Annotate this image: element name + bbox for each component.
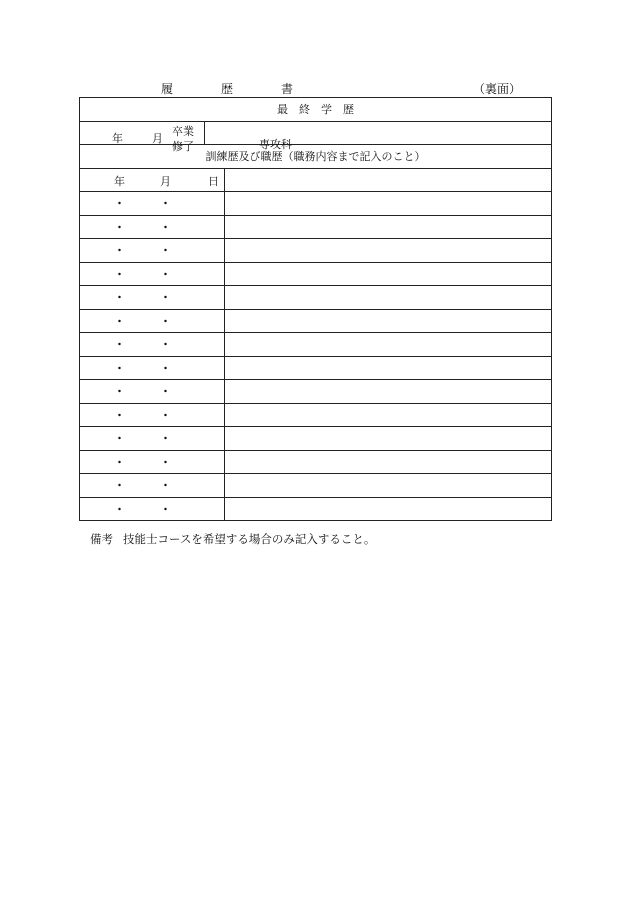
date-separator-dot: ・ <box>160 291 171 304</box>
date-separator-dot: ・ <box>160 408 171 422</box>
date-separator-dot: ・ <box>160 338 171 351</box>
career-content-cell[interactable] <box>225 239 552 263</box>
education-header: 最 終 学 歴 <box>80 98 552 122</box>
career-date-cell[interactable] <box>80 403 225 427</box>
education-month-label: 月 <box>152 131 163 145</box>
title-char-2: 歴 <box>221 82 234 96</box>
career-date-cell[interactable] <box>80 215 225 239</box>
career-content-cell[interactable] <box>225 356 552 380</box>
career-date-cell[interactable] <box>80 497 225 521</box>
career-content-cell[interactable] <box>225 309 552 333</box>
title-row <box>79 80 551 98</box>
career-row <box>80 380 552 404</box>
education-date-cell[interactable] <box>80 121 205 153</box>
career-row <box>80 309 552 333</box>
date-separator-dot: ・ <box>114 197 125 210</box>
date-separator-dot: ・ <box>114 267 125 281</box>
career-row <box>80 262 552 286</box>
career-date-cell[interactable] <box>80 262 225 286</box>
career-col-month: 月 <box>160 174 171 188</box>
date-separator-dot: ・ <box>114 220 125 234</box>
career-row <box>80 403 552 427</box>
education-status-complete: 修了 <box>172 139 194 153</box>
date-separator-dot: ・ <box>114 338 125 351</box>
date-separator-dot: ・ <box>160 385 171 398</box>
career-date-cell[interactable] <box>80 239 225 263</box>
date-separator-dot: ・ <box>114 291 125 304</box>
education-department-label: 専攻科 <box>259 137 292 151</box>
education-year-label: 年 <box>112 131 123 145</box>
career-row <box>80 427 552 451</box>
career-row <box>80 450 552 474</box>
career-row <box>80 192 552 216</box>
date-separator-dot: ・ <box>114 385 125 398</box>
career-date-cell[interactable] <box>80 450 225 474</box>
career-content-cell[interactable] <box>225 262 552 286</box>
career-date-header <box>80 168 225 192</box>
education-school-cell[interactable] <box>205 121 552 151</box>
career-date-cell[interactable] <box>80 474 225 498</box>
career-date-cell[interactable] <box>80 309 225 333</box>
career-row <box>80 474 552 498</box>
career-content-cell[interactable] <box>225 403 552 427</box>
career-row <box>80 215 552 239</box>
career-row <box>80 239 552 263</box>
education-status-graduate: 卒業 <box>172 124 194 138</box>
career-date-cell[interactable] <box>80 427 225 451</box>
career-content-cell[interactable] <box>225 333 552 357</box>
career-content-cell[interactable] <box>225 450 552 474</box>
career-content-cell[interactable] <box>225 192 552 216</box>
title-side-label: （裏面） <box>472 82 521 96</box>
date-separator-dot: ・ <box>114 408 125 422</box>
career-content-cell[interactable] <box>225 215 552 239</box>
career-content-cell[interactable] <box>225 286 552 310</box>
career-row <box>80 356 552 380</box>
note <box>90 531 375 547</box>
date-separator-dot: ・ <box>160 197 171 210</box>
career-date-cell[interactable] <box>80 192 225 216</box>
career-date-cell[interactable] <box>80 333 225 357</box>
title-char-3: 書 <box>281 82 294 96</box>
career-date-cell[interactable] <box>80 356 225 380</box>
date-separator-dot: ・ <box>160 314 171 328</box>
date-separator-dot: ・ <box>114 314 125 328</box>
date-separator-dot: ・ <box>160 455 171 469</box>
date-separator-dot: ・ <box>114 502 125 516</box>
career-rows <box>80 192 552 521</box>
title-char-1: 履 <box>161 82 174 96</box>
career-row <box>80 497 552 521</box>
date-separator-dot: ・ <box>114 361 125 375</box>
date-separator-dot: ・ <box>114 244 125 257</box>
date-separator-dot: ・ <box>114 455 125 469</box>
date-separator-dot: ・ <box>160 267 171 281</box>
date-separator-dot: ・ <box>160 220 171 234</box>
career-content-header <box>225 168 552 192</box>
date-separator-dot: ・ <box>160 432 171 445</box>
career-date-cell[interactable] <box>80 286 225 310</box>
date-separator-dot: ・ <box>160 502 171 516</box>
date-separator-dot: ・ <box>160 244 171 257</box>
date-separator-dot: ・ <box>114 432 125 445</box>
date-separator-dot: ・ <box>160 361 171 375</box>
resume-table <box>79 97 552 521</box>
career-content-cell[interactable] <box>225 474 552 498</box>
note-text: 技能士コースを希望する場合のみ記入すること。 <box>123 532 376 546</box>
note-label: 備考 <box>90 532 113 546</box>
career-row <box>80 333 552 357</box>
date-separator-dot: ・ <box>160 479 171 492</box>
career-row <box>80 286 552 310</box>
career-date-cell[interactable] <box>80 380 225 404</box>
career-content-cell[interactable] <box>225 497 552 521</box>
career-header: 訓練歴及び職歴（職務内容まで記入のこと） <box>80 145 552 169</box>
career-col-year: 年 <box>114 174 125 188</box>
career-content-cell[interactable] <box>225 380 552 404</box>
career-col-day: 日 <box>208 174 219 188</box>
career-content-cell[interactable] <box>225 427 552 451</box>
date-separator-dot: ・ <box>114 479 125 492</box>
